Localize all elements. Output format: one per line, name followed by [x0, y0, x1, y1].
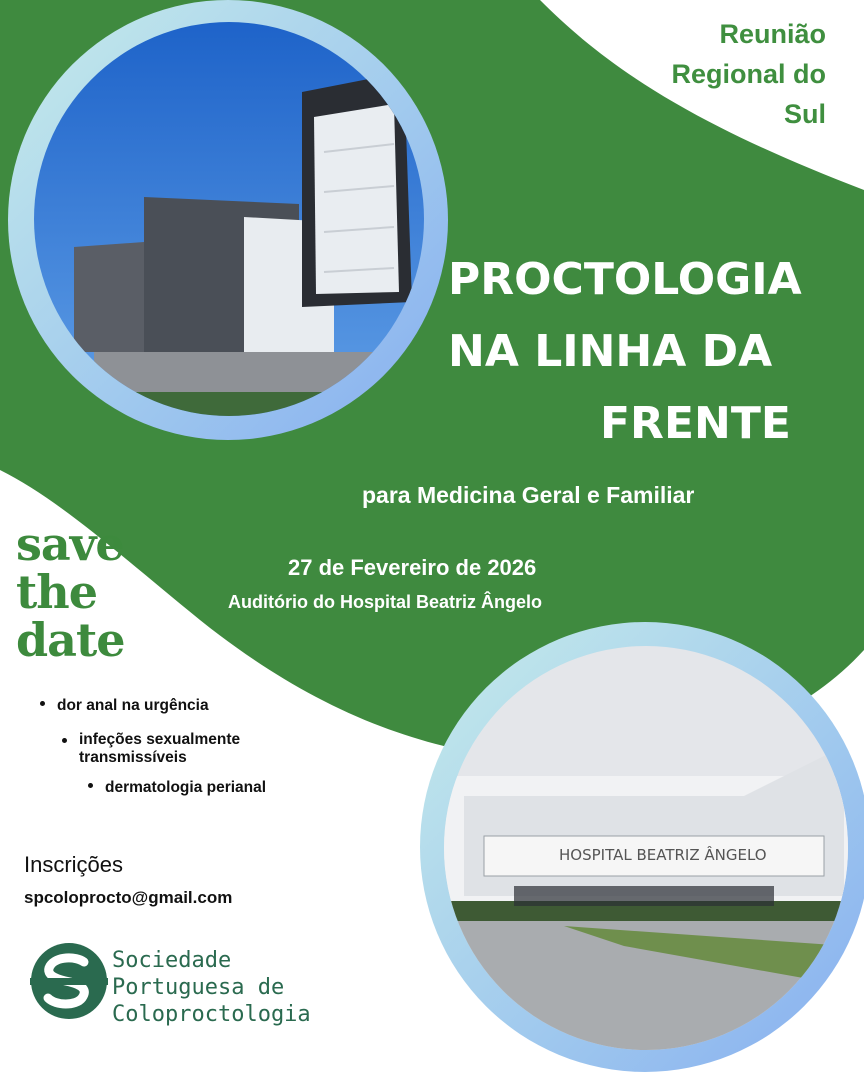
- organizer-line2: Portuguesa de: [112, 975, 285, 1000]
- topic-label: dermatologia perianal: [105, 779, 267, 796]
- event-region-line3: Sul: [783, 99, 826, 129]
- save-the-date: [16, 517, 125, 667]
- organizer-line3: Coloproctologia: [112, 1002, 311, 1027]
- hospital-sign: HOSPITAL BEATRIZ ÂNGELO: [559, 846, 767, 864]
- sp-logo-icon: [26, 940, 112, 1022]
- topic-item: [62, 731, 292, 767]
- registration-email[interactable]: spcoloprocto@gmail.com: [24, 888, 233, 907]
- topic-label: infeções sexualmente transmissíveis: [79, 731, 241, 766]
- event-region-line1: Reunião: [719, 19, 826, 49]
- save-the-date-line3: date: [16, 613, 125, 667]
- topic-item: [88, 779, 266, 797]
- event-region-heading: [672, 14, 827, 134]
- save-the-date-line1: save: [16, 517, 124, 571]
- registration-label: Inscrições: [24, 852, 124, 877]
- bullet-icon: [88, 783, 93, 788]
- topic-label: dor anal na urgência: [57, 697, 209, 714]
- save-the-date-line2: the: [16, 565, 97, 619]
- title-line2: NA LINHA DA: [448, 326, 773, 377]
- event-region-line2: Regional do: [671, 59, 826, 89]
- event-date: 27 de Fevereiro de 2026: [288, 555, 537, 580]
- subtitle: para Medicina Geral e Familiar: [362, 482, 695, 508]
- topic-item: [40, 697, 209, 715]
- title-line3: FRENTE: [600, 398, 791, 449]
- organizer-line1: Sociedade: [112, 948, 232, 973]
- title-line1: PROCTOLOGIA: [448, 254, 802, 305]
- event-venue: Auditório do Hospital Beatriz Ângelo: [228, 592, 542, 612]
- bullet-icon: [40, 701, 45, 706]
- bullet-icon: [62, 738, 67, 743]
